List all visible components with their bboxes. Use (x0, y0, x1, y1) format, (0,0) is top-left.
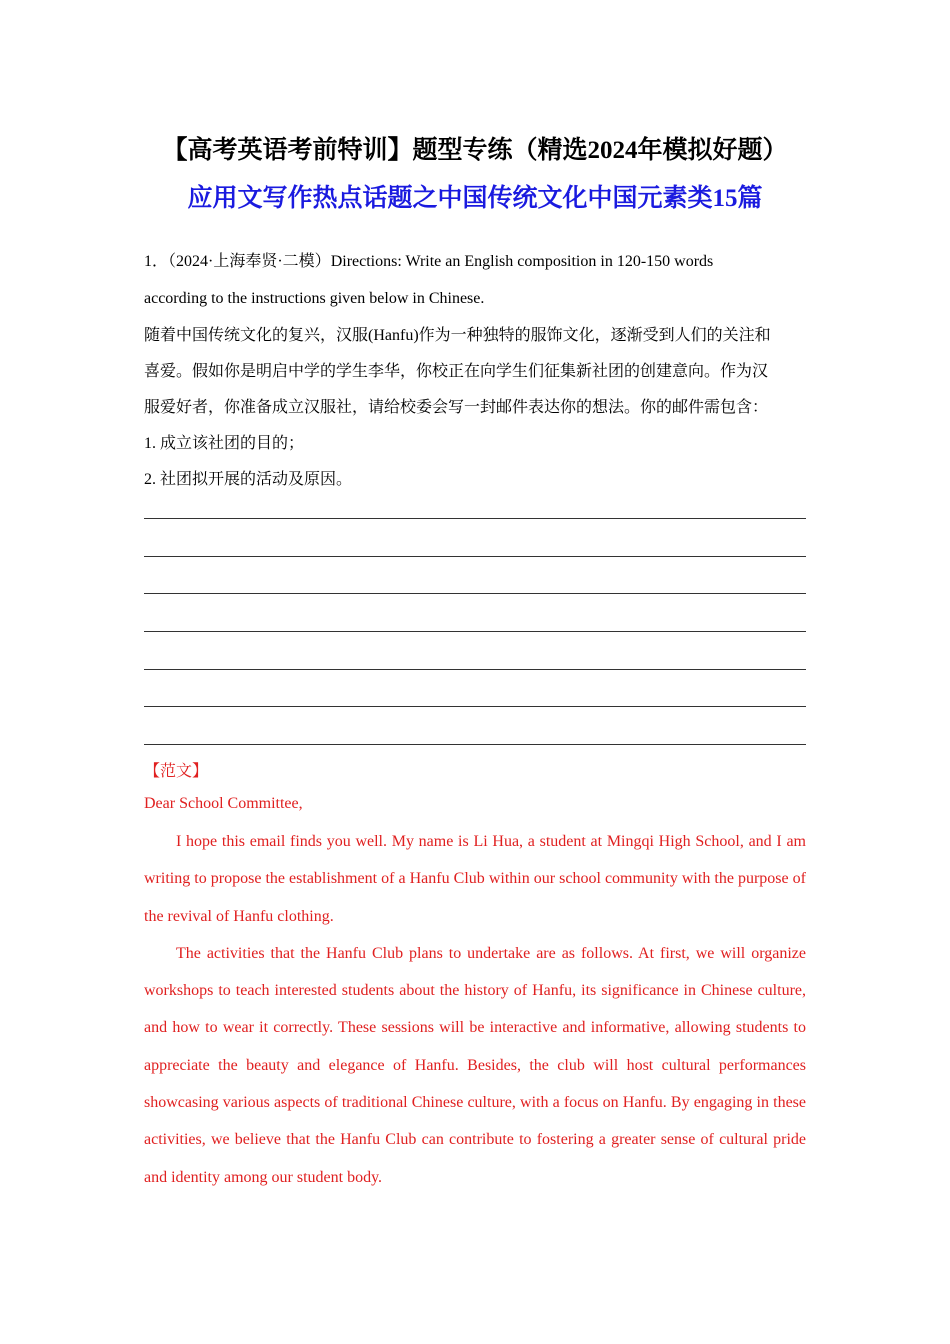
document-title: 【高考英语考前特训】题型专练（精选2024年模拟好题） (162, 137, 788, 164)
answer-blank-line (144, 669, 806, 670)
answer-blank-line (144, 706, 806, 707)
prompt-line: 随着中国传统文化的复兴，汉服(Hanfu)作为一种独特的服饰文化，逐渐受到人们的关注和 (144, 327, 771, 344)
document-subtitle: 应用文写作热点话题之中国传统文化中国元素类15篇 (187, 185, 763, 212)
answer-blank-line (144, 518, 806, 519)
requirement-item: 2. 社团拟开展的活动及原因。 (144, 471, 353, 488)
answer-blank-line (144, 744, 806, 745)
sample-answer (144, 757, 806, 1196)
prompt-line: 喜爱。假如你是明启中学的学生李华，你校正在向学生们征集新社团的创建意向。作为汉 (144, 363, 769, 380)
requirement-item: 1. 成立该社团的目的； (144, 435, 305, 452)
letter-salutation: Dear School Committee, (144, 795, 303, 812)
answer-blank-line (144, 593, 806, 594)
question-directions-continued: according to the instructions given below in Chinese. (144, 290, 485, 307)
question-number: 1． (144, 253, 169, 270)
question-directions: Directions: Write an English composition in 120-150 words (330, 253, 714, 270)
question-header-line (144, 247, 806, 284)
question-source: （2024·上海奉贤·二模） (168, 253, 331, 270)
letter-paragraph: The activities that the Hanfu Club plans to undertake are as follows. At first, we will organize workshops to teach interested students about the history of Hanfu, its significance in Chinese culture, and how to wear it correctly. These sessions will be interactive and informative, allowing students to appreciate the beauty and elegance of Hanfu. Besides, the club will host cultural performances showcasing various aspects of traditional Chinese culture, with a focus on Hanfu. By engaging in these activities, we believe that the Hanfu Club can contribute to fostering a greater sense of cultural pride and identity among our student body. (144, 944, 806, 1186)
question-block (144, 247, 806, 501)
answer-blank-line (144, 556, 806, 557)
sample-answer-tag: 【范文】 (144, 763, 209, 780)
answer-blank-line (144, 631, 806, 632)
letter-paragraph: I hope this email finds you well. My name is Li Hua, a student at Mingqi High School, and I am writing to propose the establishment of a Hanfu Club within our school community with the purpose of the revival of Hanfu clothing. (144, 833, 806, 925)
prompt-line: 服爱好者，你准备成立汉服社，请给校委会写一封邮件表达你的想法。你的邮件需包含： (144, 399, 769, 416)
